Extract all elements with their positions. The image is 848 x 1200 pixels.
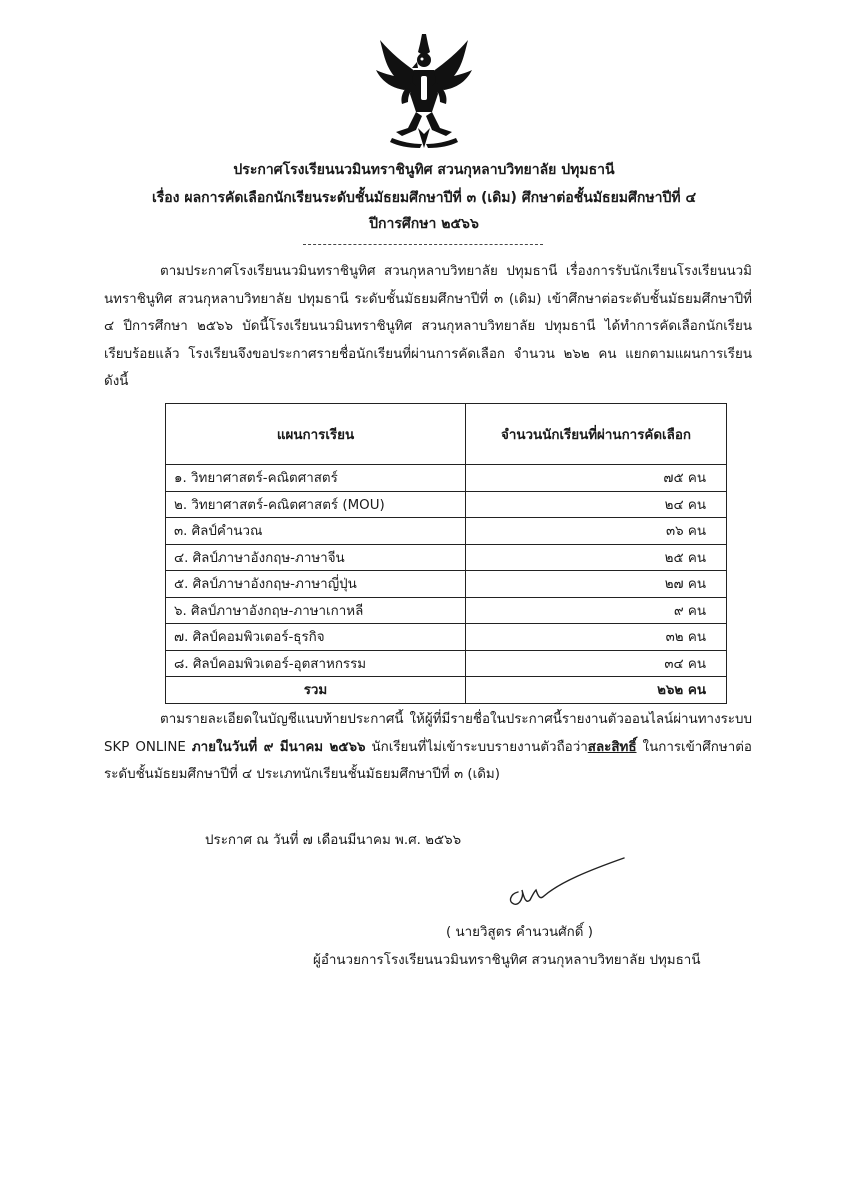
announcement-title: ประกาศโรงเรียนนวมินทราชินูทิศ สวนกุหลาบวิทยาลัย ปทุมธานี [233,162,615,178]
plan-count: ๙ คน [466,597,727,624]
academic-year: ปีการศึกษา ๒๕๖๖ [369,216,479,232]
plan-name: ๘. ศิลป์คอมพิวเตอร์-อุตสาหกรรม [166,650,466,677]
plan-count: ๒๗ คน [466,571,727,598]
plan-count: ๓๖ คน [466,518,727,545]
intro-paragraph [104,258,752,396]
plan-count: ๒๕ คน [466,544,727,571]
table-header-row [166,404,727,465]
table-row [166,465,727,492]
plan-count: ๗๕ คน [466,465,727,492]
detail-paragraph [104,706,752,789]
plan-name: ๑. วิทยาศาสตร์-คณิตศาสตร์ [166,465,466,492]
header-study-plan: แผนการเรียน [166,404,466,465]
plan-name: ๔. ศิลป์ภาษาอังกฤษ-ภาษาจีน [166,544,466,571]
table-row [166,597,727,624]
signer-position: ผู้อำนวยการโรงเรียนนวมินทราชินูทิศ สวนกุหลาบวิทยาลัย ปทุมธานี [313,953,701,968]
table-row [166,650,727,677]
plan-name: ๓. ศิลป์คำนวณ [166,518,466,545]
header-passed-count: จำนวนนักเรียนที่ผ่านการคัดเลือก [466,404,727,465]
plan-count: ๓๒ คน [466,624,727,651]
table-row [166,544,727,571]
total-label: รวม [166,677,466,704]
announce-date: ประกาศ ณ วันที่ ๗ เดือนมีนาคม พ.ศ. ๒๕๖๖ [205,833,462,848]
plan-name: ๒. วิทยาศาสตร์-คณิตศาสตร์ (MOU) [166,491,466,518]
announcement-subject: เรื่อง ผลการคัดเลือกนักเรียนระดับชั้นมัธยมศึกษาปีที่ ๓ (เดิม) ศึกษาต่อชั้นมัธยมศึกษาปีที่ ๔ [151,190,697,206]
report-deadline: ภายในวันที่ ๙ มีนาคม ๒๕๖๖ [191,739,366,755]
signer-name: ( นายวิสูตร คำนวนศักดิ์ ) [446,925,593,940]
plan-name: ๕. ศิลป์ภาษาอังกฤษ-ภาษาญี่ปุ่น [166,571,466,598]
heading-divider [303,244,543,245]
study-plan-table [165,403,727,704]
garuda-emblem-icon [372,32,476,150]
signature-image [500,850,630,910]
table-row [166,571,727,598]
detail-text-3: ในการเข้าศึกษาต่อระดับชั้นมัธยมศึกษาปีที่ ๔ ประเภทนักเรียนชั้นมัธยมศึกษาปีที่ ๓ (เดิม) [104,739,752,782]
detail-text-2: นักเรียนที่ไม่เข้าระบบรายงานตัวถือว่า [365,739,588,755]
table-total-row [166,677,727,704]
total-count: ๒๖๒ คน [466,677,727,704]
intro-text: ตามประกาศโรงเรียนนวมินทราชินูทิศ สวนกุหลาบวิทยาลัย ปทุมธานี เรื่องการรับนักเรียนโรงเรียนนวมินทราชินูทิศ สวนกุหลาบวิทยาลัย ปทุมธานี ระดับชั้นมัธยมศึกษาปีที่ ๓ (เดิม) เข้าศึกษาต่อระดับชั้นมัธยมศึกษาปีที่ ๔ ปีการศึกษา ๒๕๖๖ บัดนี้โรงเรียนนวมินทราชินูทิศ สวนกุหลาบวิทยาลัย ปทุมธานี ได้ทำการคัดเลือกนักเรียนเรียบร้อยแล้ว โรงเรียนจึงขอประกาศรายชื่อนักเรียนที่ผ่านการคัดเลือก จำนวน ๒๖๒ คน แยกตามแผนการเรียน ดังนี้ [104,264,752,389]
plan-count: ๒๔ คน [466,491,727,518]
table-row [166,624,727,651]
plan-count: ๓๔ คน [466,650,727,677]
forfeit-text: สละสิทธิ์ [587,739,637,755]
table-row [166,491,727,518]
plan-name: ๗. ศิลป์คอมพิวเตอร์-ธุรกิจ [166,624,466,651]
table-row [166,518,727,545]
detail-text-1: ตามรายละเอียดในบัญชีแนบท้ายประกาศนี้ ให้ผู้ที่มีรายชื่อในประกาศนี้รายงานตัวออนไลน์ผ่านทางระบบ SKP ONLINE [104,712,752,755]
plan-name: ๖. ศิลป์ภาษาอังกฤษ-ภาษาเกาหลี [166,597,466,624]
